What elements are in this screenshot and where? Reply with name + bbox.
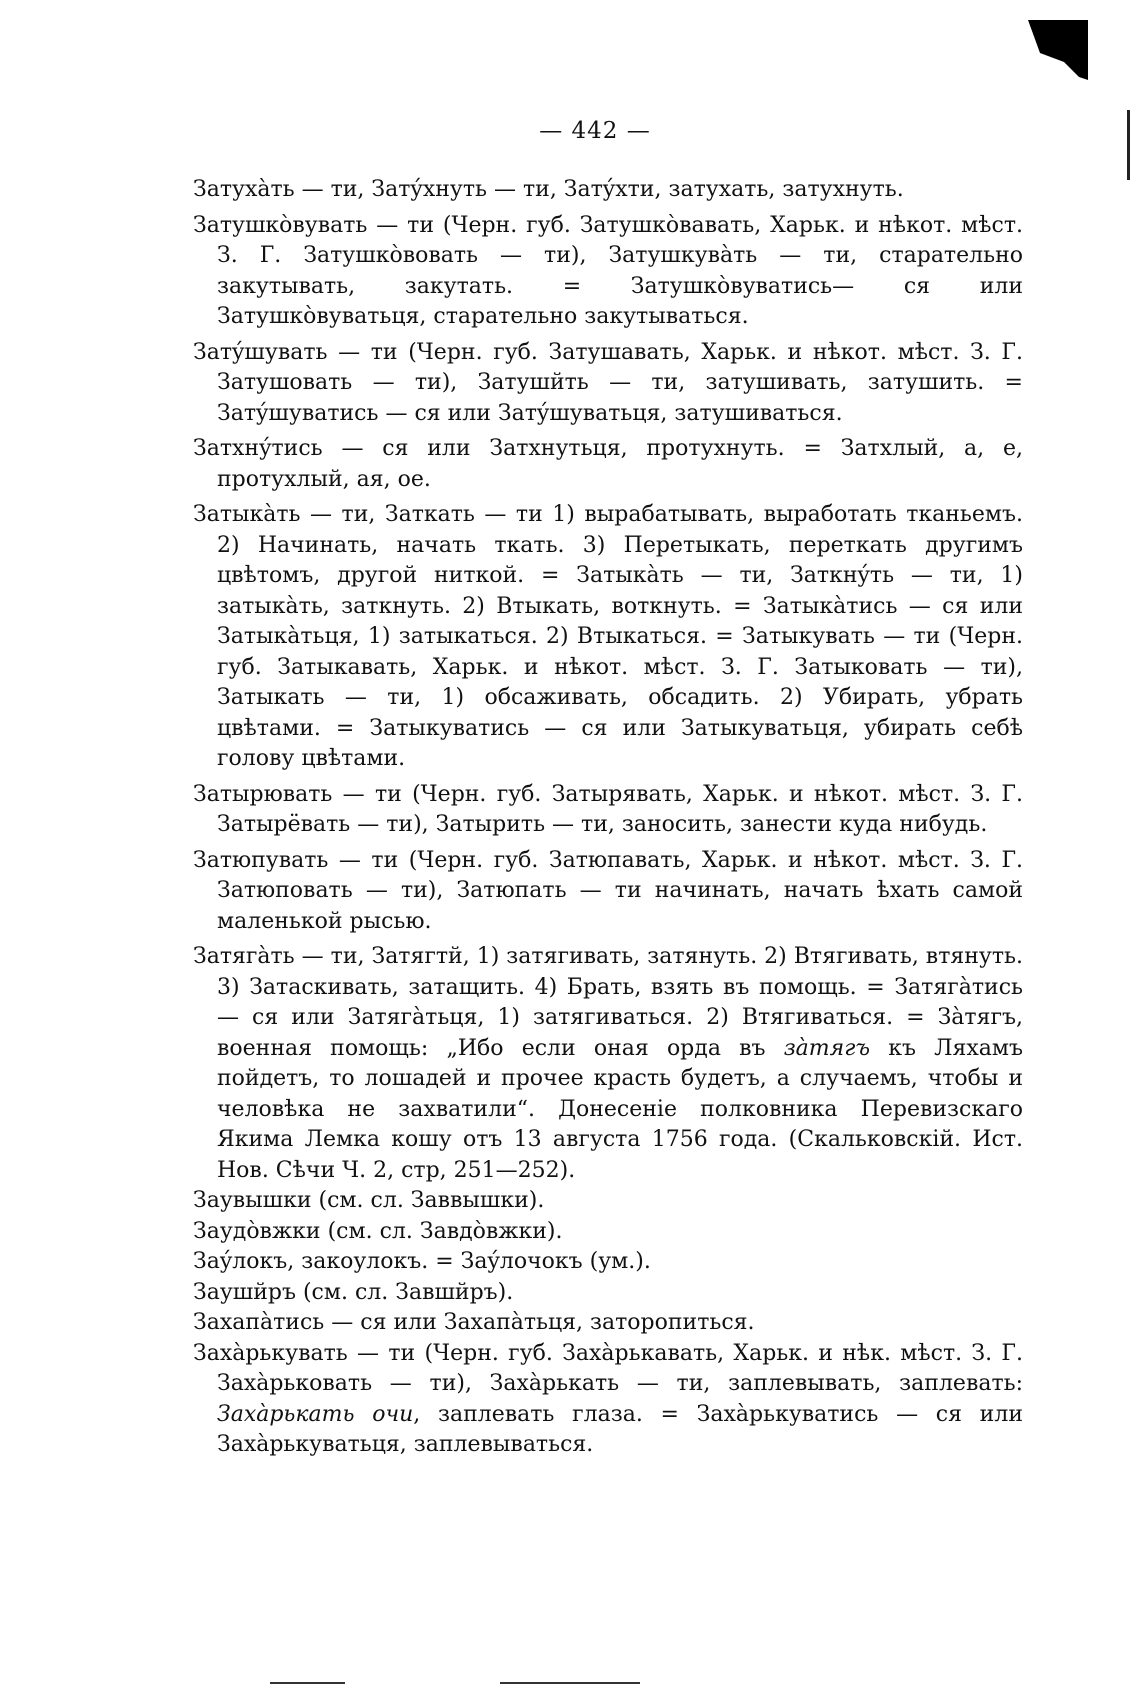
entry-text-part: , заплевать глаза. = Захàрькуватись — ся или Захàрькуватьця, заплевываться. xyxy=(217,1401,1023,1457)
entry-zatyrjuvat: Затырювать — ти (Черн. губ. Затырявать, Харьк. и нѣкот. мѣст. З. Г. Затырёвать — ти), Затырить — ти, заносить, занести куда нибудь. xyxy=(193,781,1023,837)
entry-italic-example: Захàрькать очи xyxy=(217,1401,414,1427)
dictionary-entries xyxy=(193,175,1023,1461)
footer-rule-left xyxy=(270,1682,345,1684)
entry-zatjupuvat: Затюпувать — ти (Черн. губ. Затюпавать, Харьк. и нѣкот. мѣст. З. Г. Затюповать — ти), Затюпать — ти начинать, начать ѣхать самой маленькой рысью. xyxy=(193,847,1023,934)
entry-text-part: Захàрькувать — ти (Черн. губ. Захàрькавать, Харьк. и нѣк. мѣст. З. Г. Захàрьковать — ти), Захàрькать — ти, заплевывать, заплевать: xyxy=(193,1340,1023,1396)
entry-zatkhnutys: Затхнýтись — ся или Затхнутьця, протухнуть. = Затхлый, а, е, протухлый, ая, ое. xyxy=(193,436,1023,492)
entry-zatushkovuvat: Затушкòвувать — ти (Черн. губ. Затушкòвавать, Харьк. и нѣкот. мѣст. З. Г. Затушкòвовать — ти), Затушкувàть — ти, старательно закутывать, закутать. = Затушкòвуватись— ся или Затушкòвуватьця, старательно закутываться. xyxy=(193,212,1023,329)
entry-zatjahat xyxy=(193,942,1023,1186)
entry-zauvyshky: Заувышки (см. сл. Заввышки). xyxy=(193,1188,545,1213)
entry-zatukhat: Затухàть — ти, Затýхнуть — ти, Затýхти, затухать, затухнуть. xyxy=(193,177,904,202)
entry-text-part: Затягàть — ти, Затягтй, 1) затягивать, затянуть. 2) Втягивать, втянуть. 3) Затаскивать, затащить. 4) Брать, взять въ помощь. = Затягàтись — ся или Затягàтьця, 1) затягиваться. 2) Втягиваться. = Зàтягъ, военная помощь: „Ибо если оная орда въ xyxy=(193,944,1023,1061)
entry-zaudovzhky: Заудòвжки (см. сл. Завдòвжки). xyxy=(193,1218,563,1244)
entry-zaulok: Заýлокъ, закоулокъ. = Заýлочокъ (ум.). xyxy=(193,1249,651,1274)
entry-zaushyr: Заушйръ (см. сл. Завшйръ). xyxy=(193,1279,514,1305)
entry-zatushuvat: Затýшувать — ти (Черн. губ. Затушавать, Харьк. и нѣкот. мѣст. З. Г. Затушовать — ти), Затушйть — ти, затушивать, затушить. = Затýшуватись — ся или Затýшуватьця, затушиваться. xyxy=(193,339,1023,426)
scan-corner-mark xyxy=(1028,20,1088,80)
entry-zakhapatys: Захапàтись — ся или Захапàтьця, заторопиться. xyxy=(193,1310,755,1335)
footer-rule-right xyxy=(500,1682,640,1684)
entry-zatykat: Затыкàть — ти, Заткать — ти 1) вырабатывать, выработать тканьемъ. 2) Начинать, начать ткать. 3) Перетыкать, переткать другимъ цвѣтомъ, другой ниткой. = Затыкàть — ти, Заткнýть — ти, 1) затыкàть, заткнуть. 2) Втыкать, воткнуть. = Затыкàтись — ся или Затыкàтьця, 1) затыкаться. 2) Втыкаться. = Затыкувать — ти (Черн. губ. Затыкавать, Харьк. и нѣкот. мѣст. З. Г. Затыковать — ти), Затыкать — ти, 1) обсаживать, обсадить. 2) Убирать, убрать цвѣтами. = Затыкуватись — ся или Затыкуватьця, убирать себѣ голову цвѣтами. xyxy=(193,502,1023,771)
entry-italic-example: зàтягъ xyxy=(783,1035,871,1061)
page-number: — 442 — xyxy=(539,118,651,144)
entry-text-part: къ Ляхамъ пойдетъ, то лошадей и прочее красть будетъ, а случаемъ, чтобы и человѣка не захватили“. Донесеніе полковника Перевизскаго Якима Лемка кошу отъ 13 августа 1756 года. (Скальковскій. Ист. Нов. Сѣчи Ч. 2, стр, 251—252). xyxy=(217,1035,1023,1183)
entry-zakharkuvat xyxy=(193,1339,1023,1461)
